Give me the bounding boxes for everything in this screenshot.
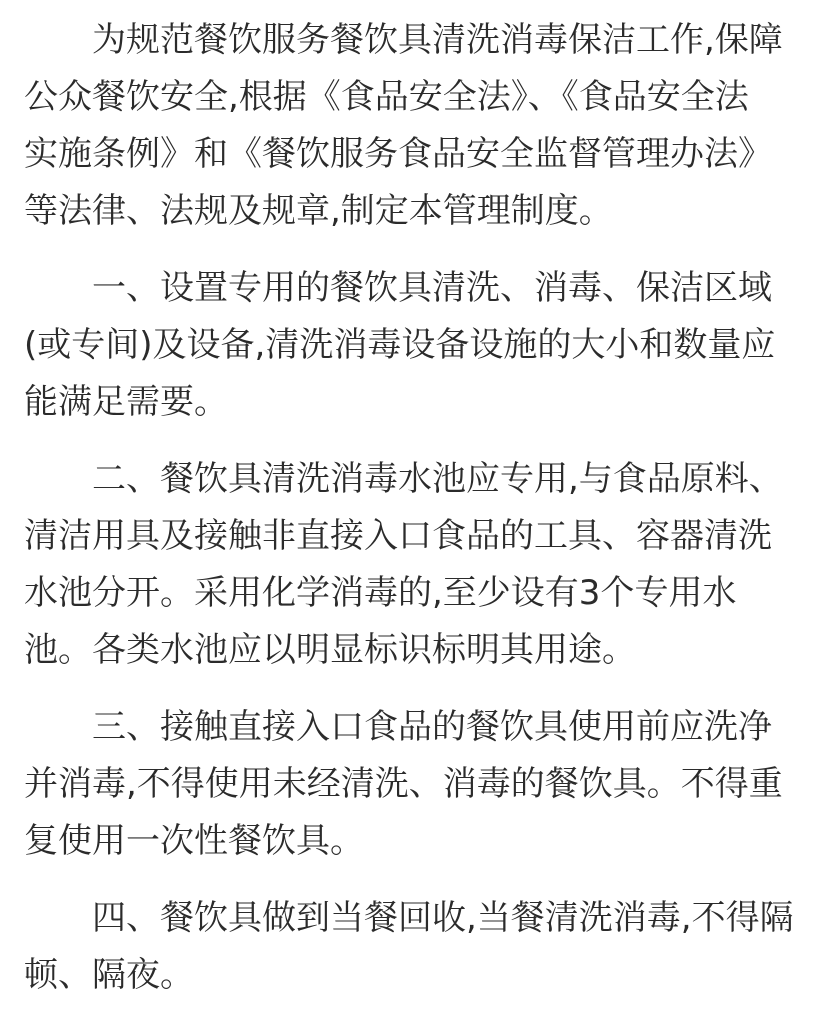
text-line: 清洁用具及接触非直接入口食品的工具、容器清洗 (24, 516, 772, 556)
paragraph-item-4 (24, 890, 814, 1004)
text-line: 池。各类水池应以明显标识标明其用途。 (24, 630, 636, 670)
text-line: 实施条例》和《餐饮服务食品安全监督管理办法》 (24, 134, 772, 174)
text-line: 能满足需要。 (24, 382, 228, 422)
text-line: (或专间)及设备,清洗消毒设备设施的大小和数量应 (24, 325, 776, 365)
paragraph-item-1 (24, 260, 814, 431)
text-line: 复使用一次性餐饮具。 (24, 821, 364, 861)
text-line: 三、接触直接入口食品的餐饮具使用前应洗净 (92, 707, 772, 747)
text-line: 一、设置专用的餐饮具清洗、消毒、保洁区域 (92, 268, 772, 308)
text-line: 四、餐饮具做到当餐回收,当餐清洗消毒,不得隔 (92, 898, 794, 938)
text-line: 水池分开。采用化学消毒的,至少设有3个专用水 (24, 573, 737, 613)
text-line: 等法律、法规及规章,制定本管理制度。 (24, 191, 613, 231)
paragraph-item-3 (24, 699, 814, 870)
paragraph-intro (24, 12, 814, 240)
paragraph-item-2 (24, 451, 814, 679)
text-line: 二、餐饮具清洗消毒水池应专用,与食品原料、 (92, 459, 783, 499)
text-line: 顿、隔夜。 (24, 955, 194, 995)
text-line: 并消毒,不得使用未经清洗、消毒的餐饮具。不得重 (24, 764, 783, 804)
document-body (24, 12, 814, 1024)
text-line: 公众餐饮安全,根据《食品安全法》、《食品安全法 (24, 77, 749, 117)
text-line: 为规范餐饮服务餐饮具清洗消毒保洁工作,保障 (92, 20, 783, 60)
